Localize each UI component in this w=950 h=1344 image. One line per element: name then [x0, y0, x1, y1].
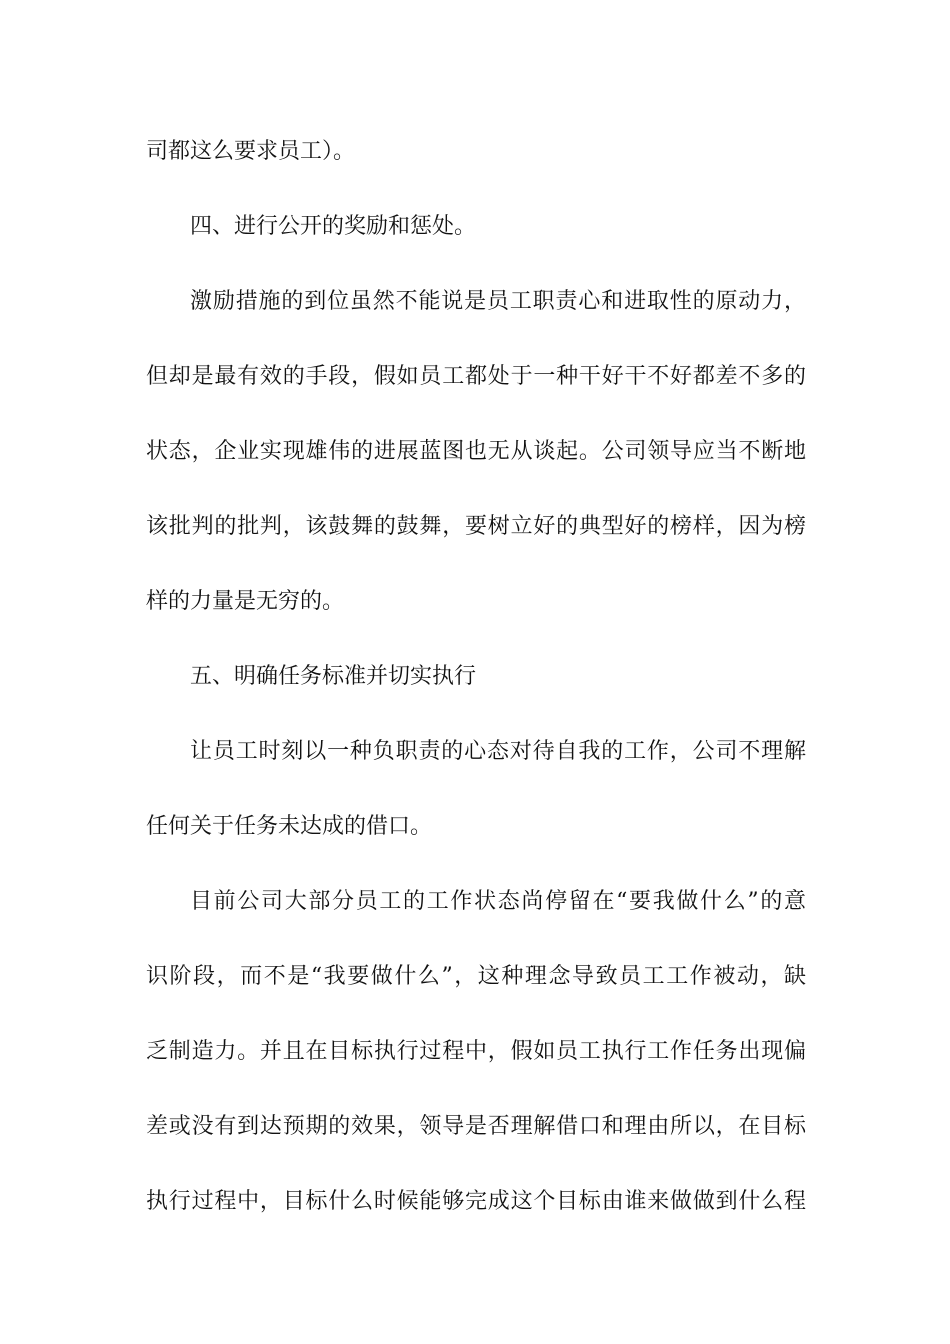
- text-line: 执行过程中，目标什么时候能够完成这个目标由谁来做做到什么程: [146, 1189, 806, 1214]
- text-line: 但却是最有效的手段，假如员工都处于一种干好干不好都差不多的: [146, 364, 806, 389]
- text-line: 任何关于任务未达成的借口。: [146, 814, 433, 839]
- section-heading: 四、进行公开的奖励和惩处。: [190, 214, 477, 239]
- section-heading: 五、明确任务标准并切实执行: [190, 664, 477, 689]
- text-line: 司都这么要求员工）。: [146, 139, 356, 164]
- text-line: 该批判的批判，该鼓舞的鼓舞，要树立好的典型好的榜样，因为榜: [146, 514, 806, 539]
- text-line: 样的力量是无穷的。: [146, 589, 345, 614]
- text-line: 激励措施的到位虽然不能说是员工职责心和进取性的原动力，: [190, 289, 806, 314]
- text-line: 让员工时刻以一种负职责的心态对待自我的工作，公司不理解: [190, 739, 806, 764]
- text-line: 识阶段，而不是“我要做什么”，这种理念导致员工工作被动，缺: [146, 964, 806, 989]
- text-line: 状态，企业实现雄伟的进展蓝图也无从谈起。公司领导应当不断地: [146, 439, 806, 464]
- text-line: 目前公司大部分员工的工作状态尚停留在“要我做什么”的意: [190, 889, 806, 914]
- text-line: 乏制造力。并且在目标执行过程中，假如员工执行工作任务出现偏: [146, 1039, 806, 1064]
- text-line: 差或没有到达预期的效果，领导是否理解借口和理由所以，在目标: [146, 1114, 806, 1139]
